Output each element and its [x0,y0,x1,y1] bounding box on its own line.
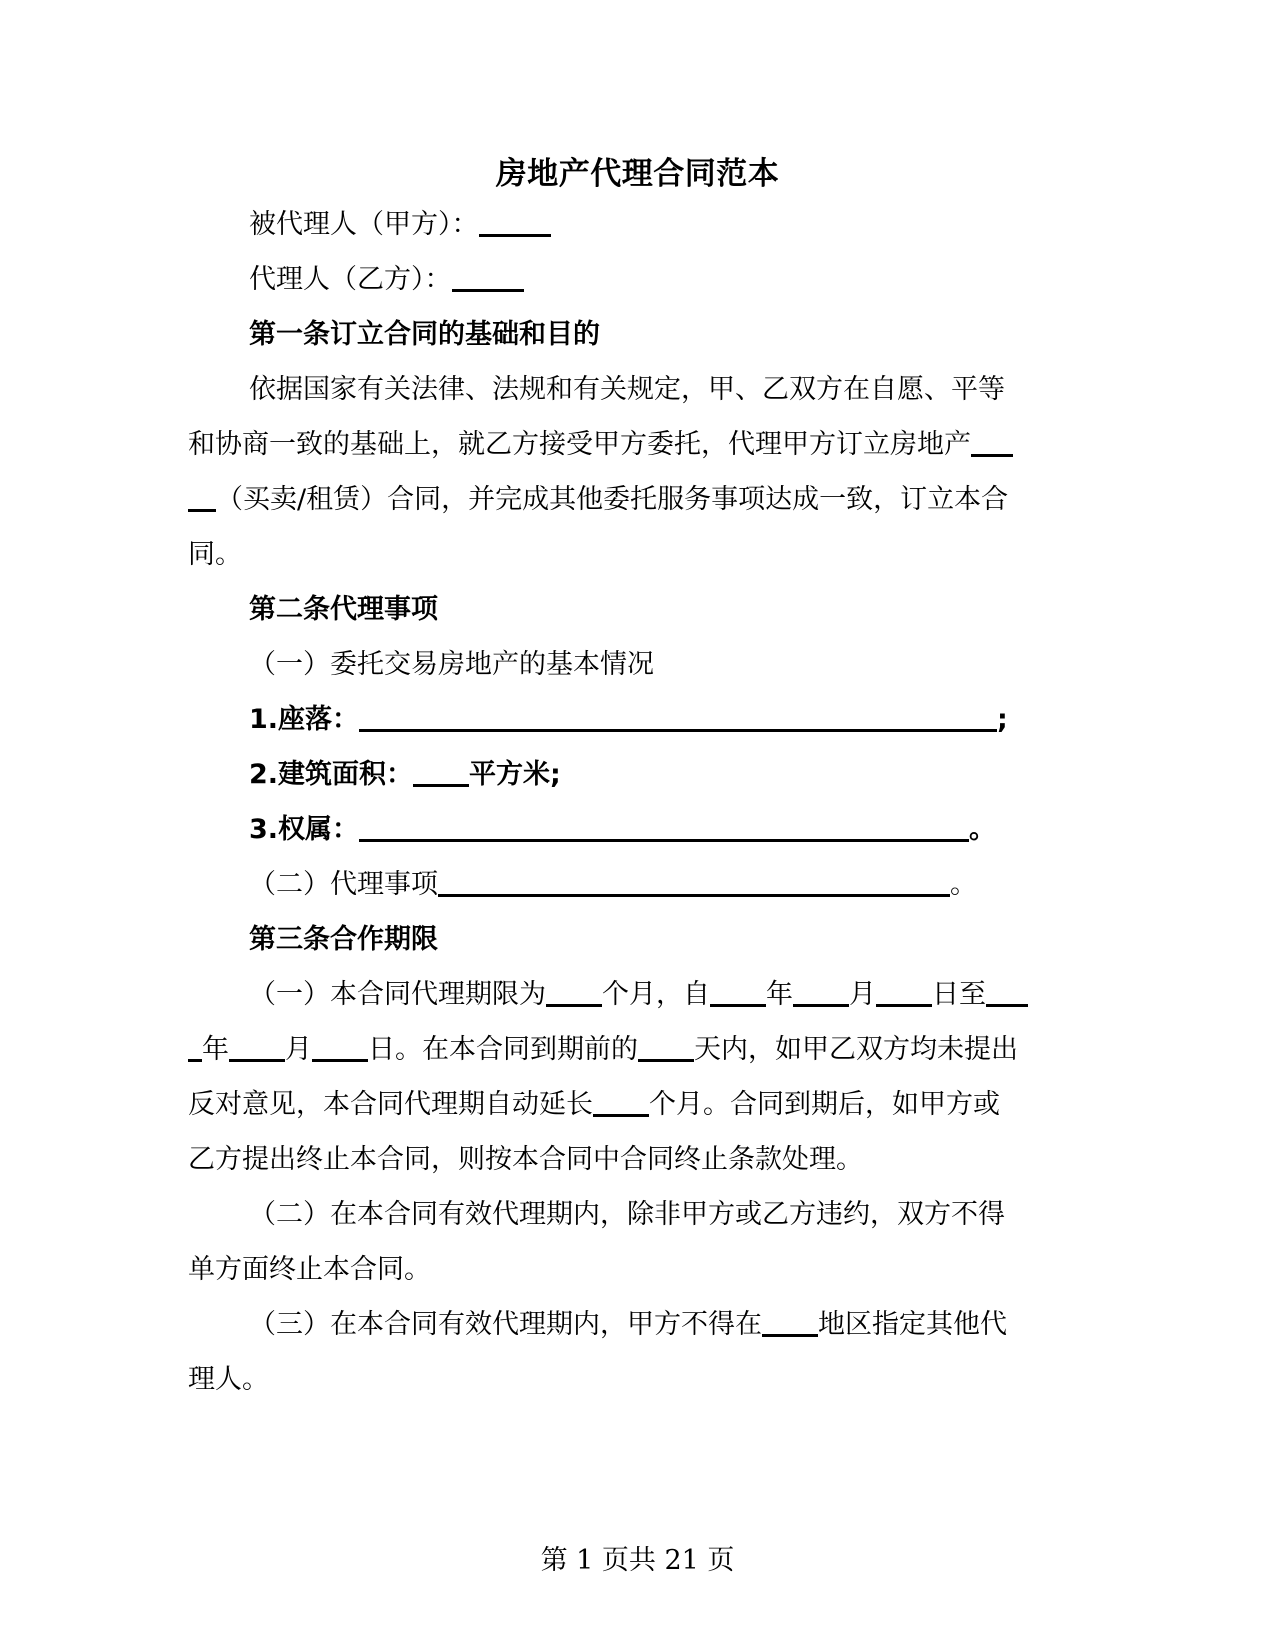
article-3-text-line: 年 月 日。在本合同到期前的 天内，如甲乙双方均未提出 [188,1021,1088,1079]
location-blank [359,702,997,732]
item-area: 2.建筑面积： 平方米; [249,759,561,790]
area-blank [413,757,469,787]
party-a-label: 被代理人（甲方）： [249,209,479,240]
article-3-text-line: 反对意见，本合同代理期自动延长 个月。合同到期后，如甲方或 [188,1089,1000,1120]
article-1-text: （买卖/租赁）合同，并完成其他委托服务事项达成一致，订立本合 [216,484,1009,515]
item-area-label: 2.建筑面积： [249,759,414,790]
blank-field [710,977,766,1007]
blank-field [762,1307,818,1337]
party-a-line [249,196,1149,254]
party-b-line [249,251,1149,309]
article-2-subsection-1: （一）委托交易房地产的基本情况 [249,649,654,680]
article-1-text-line: 依据国家有关法律、法规和有关规定，甲、乙双方在自愿、平等 [249,374,1005,405]
blank-field [312,1032,368,1062]
article-1-text-line: 同。 [188,539,242,570]
blank-field [188,482,216,512]
article-3-text-line: 理人。 [188,1364,269,1395]
article-1-heading: 第一条订立合同的基础和目的 [249,319,600,350]
article-1-text-line [188,471,1088,529]
blank-field [229,1032,285,1062]
article-1-text: 和协商一致的基础上，就乙方接受甲方委托，代理甲方订立房地产 [188,429,971,460]
document-title: 房地产代理合同范本 [495,156,780,192]
article-3-heading: 第三条合作期限 [249,924,438,955]
party-b-blank [452,262,524,292]
blank-field [638,1032,694,1062]
article-2-subsection-2: （二）代理事项 。 [249,869,977,900]
party-b-label: 代理人（乙方）： [249,264,452,295]
article-3-text-line: 单方面终止本合同。 [188,1254,431,1285]
blank-field [188,1032,202,1062]
item-ownership-label: 3.权属： [249,814,360,845]
blank-field [971,427,1013,457]
blank-field [593,1087,649,1117]
blank-field [876,977,932,1007]
blank-field [793,977,849,1007]
article-3-text-line: （三）在本合同有效代理期内，甲方不得在 地区指定其他代 [249,1309,1007,1340]
ownership-blank [359,812,969,842]
page-footer: 第 1 页共 21 页 [540,1545,735,1576]
item-location-label: 1.座落： [249,704,360,735]
blank-field [546,977,602,1007]
article-3-text-line: （一）本合同代理期限为 个月，自 年 月 日至 [249,966,1149,1024]
article-2-heading: 第二条代理事项 [249,594,438,625]
article-3-text-line: （二）在本合同有效代理期内，除非甲方或乙方违约，双方不得 [249,1199,1005,1230]
item-location: 1.座落： ; [249,704,1008,735]
party-a-blank [479,207,551,237]
item-ownership: 3.权属： 。 [249,814,997,845]
blank-field [986,977,1028,1007]
article-3-text-line: 乙方提出终止本合同，则按本合同中合同终止条款处理。 [188,1144,863,1175]
agency-matters-blank [438,867,950,897]
article-1-text-line [188,416,1088,474]
